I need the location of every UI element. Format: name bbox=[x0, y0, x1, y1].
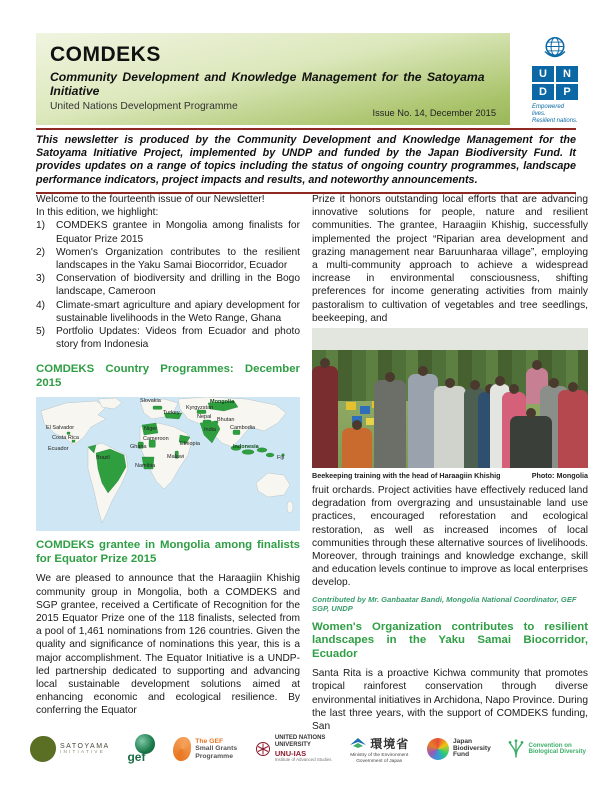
map-label-cambodia: Cambodia bbox=[230, 425, 256, 432]
cbd-line1: Convention on bbox=[528, 741, 572, 749]
welcome-line: Welcome to the fourteenth issue of our Newsletter! bbox=[36, 194, 265, 205]
list-item-text: Women's Organization contributes to the resilient landscapes in the Yaku Samai Biocorridor, Ecuador bbox=[56, 246, 300, 272]
list-item-number: 4) bbox=[36, 299, 46, 311]
map-label-ghana: Ghana bbox=[130, 444, 147, 451]
contributor-credit: Contributed by Mr. Ganbaatar Bandi, Mongolia National Coordinator, GEF SGP, UNDP bbox=[312, 594, 577, 613]
person-figure bbox=[434, 386, 466, 468]
issue-number: Issue No. 14, December 2015 bbox=[372, 108, 496, 118]
person-figure bbox=[312, 366, 338, 468]
sgp-line1: The GEF bbox=[195, 738, 224, 746]
undp-letter-u: U bbox=[532, 66, 554, 82]
map-section-heading: COMDEKS Country Programmes: December 2015 bbox=[36, 363, 300, 389]
map-label-namibia: Namibia bbox=[135, 463, 156, 470]
sgp-line2: Small Grants bbox=[195, 745, 238, 753]
map-label-ecuador: Ecuador bbox=[48, 446, 69, 453]
undp-tagline bbox=[532, 104, 578, 125]
jbf-logo bbox=[427, 738, 491, 760]
map-label-cameroon: Cameroon bbox=[143, 436, 169, 443]
cbd-logo bbox=[508, 739, 585, 759]
satoyama-label: SATOYAMA bbox=[60, 742, 110, 750]
unu-emblem-icon bbox=[255, 741, 271, 757]
list-item-number: 3) bbox=[36, 273, 46, 285]
beehive bbox=[346, 402, 356, 410]
intro-note bbox=[36, 128, 576, 194]
cbd-line2: Biological Diversity bbox=[528, 748, 586, 755]
moej-japanese-label: 環境省 bbox=[370, 736, 410, 751]
list-item bbox=[36, 299, 300, 325]
list-item-text: Conservation of biodiversity and drilling in the Bogo landscape, Cameroon bbox=[56, 273, 300, 298]
jbf-line3: Fund bbox=[453, 751, 470, 759]
list-item-text: Climate-smart agriculture and apiary development for sustainable livelihoods in the Weto Range, Ghana bbox=[56, 299, 300, 324]
moej-ministry-label: Ministry of the Environment bbox=[350, 752, 409, 758]
moej-logo bbox=[349, 735, 409, 764]
intro-text: This newsletter is produced by the Community Development and Knowledge Management for the Satoyama Initiative Project, implemented by UNDP and funded by the Japan Biodiversity Fund. It provides updates on a range of topics including the status of ongoing country programmes, landscape performance indicators, project impacts and results, and noteworthy announcements. bbox=[36, 134, 576, 186]
unu-institute-label: Institute of Advanced Studies bbox=[274, 756, 332, 762]
grantee-paragraph: We are pleased to announce that the Haraagiin Khishig community group in Mongolia, both a COMDEKS and SGP grantee, received a Certificate of Recognition for the 2015 Equator Prize one of the 118 finalists, selected from a pool of 1,461 nominations from 126 countries. Given the quality and significance of nominations this year, this is a major accomplishment. The Equator Initiative is a UNDP-led partnership dedicated to supporting and advancing local sustainable development solutions aimed at enhancing economic and ecological resilience. By conferring the Equator bbox=[36, 573, 300, 717]
map-label-indonesia: Indonesia bbox=[233, 444, 259, 451]
footer-logo-strip bbox=[30, 724, 586, 774]
moej-bird-icon bbox=[349, 736, 367, 750]
left-column bbox=[36, 193, 300, 733]
undp-letter-p: P bbox=[556, 84, 578, 100]
undp-tagline-line1: Empowered lives. bbox=[532, 104, 565, 117]
gef-label: gef bbox=[127, 750, 146, 764]
map-label-fiji: Fiji bbox=[277, 455, 285, 462]
undp-logo bbox=[532, 34, 578, 125]
list-item-text: Portfolio Updates: Videos from Ecuador and photo story from Indonesia bbox=[56, 326, 300, 351]
page-title: COMDEKS bbox=[50, 43, 161, 66]
map-label-india: India bbox=[204, 427, 216, 434]
world-map bbox=[36, 397, 300, 531]
map-label-el-salvador: El Salvador bbox=[46, 425, 75, 432]
sgp-swirl-icon bbox=[173, 737, 191, 761]
beehive bbox=[360, 406, 370, 414]
unu-line1: UNITED NATIONS bbox=[274, 735, 326, 742]
santa-rita-paragraph: Santa Rita is a proactive Kichwa community that promotes tropical rainforest conservation through diverse environmental initiatives in Archidona, Napo Province. During the last three years, with the support of COMDEKS funding, San bbox=[312, 668, 588, 732]
grantee-heading: COMDEKS grantee in Mongolia among finalists for Equator Prize 2015 bbox=[36, 539, 300, 565]
person-figure bbox=[374, 380, 406, 468]
cbd-sprout-icon bbox=[508, 739, 524, 759]
sgp-logo bbox=[173, 737, 237, 761]
beekeeping-photo bbox=[312, 328, 588, 468]
map-label-costa-rica: Costa Rica bbox=[52, 435, 79, 442]
list-item-text: COMDEKS grantee in Mongolia among finalists for Equator Prize 2015 bbox=[56, 220, 300, 245]
body-columns bbox=[36, 193, 588, 733]
page-subtitle: Community Development and Knowledge Management for the Satoyama Initiative bbox=[50, 70, 485, 98]
satoyama-icon bbox=[30, 736, 56, 762]
map-label-kyrgyzstan: Kyrgyzstan bbox=[186, 405, 214, 412]
sgp-line3: Programme bbox=[195, 752, 233, 760]
map-label-turkey: Turkey bbox=[163, 410, 180, 417]
women-heading: Women's Organization contributes to resilient landscapes in the Yaku Samai Biocorridor, Ecuador bbox=[312, 620, 588, 660]
list-item bbox=[36, 219, 300, 245]
undp-letter-d: D bbox=[532, 84, 554, 100]
jbf-line1: Japan bbox=[453, 737, 473, 745]
person-figure bbox=[342, 428, 372, 468]
undp-tagline-line2: Resilient nations. bbox=[532, 118, 578, 124]
list-item-number: 1) bbox=[36, 220, 46, 232]
map-label-brazil: Brazil bbox=[96, 455, 110, 462]
map-label-niger: Niger bbox=[144, 426, 158, 433]
gef-logo bbox=[127, 734, 155, 764]
list-item-number: 5) bbox=[36, 326, 46, 338]
person-figure bbox=[510, 416, 552, 468]
map-label-mongolia: Mongolia bbox=[210, 399, 235, 406]
jbf-mosaic-icon bbox=[427, 738, 449, 760]
map-label-nepal: Nepal bbox=[197, 414, 212, 421]
unu-line2: UNIVERSITY bbox=[274, 741, 311, 748]
map-label-bhutan: Bhutan bbox=[217, 417, 235, 424]
world-map-graphic bbox=[36, 397, 300, 531]
photo-caption-row bbox=[312, 471, 588, 480]
list-item bbox=[36, 325, 300, 351]
jbf-line2: Biodiversity bbox=[453, 744, 491, 752]
satoyama-logo bbox=[30, 736, 110, 762]
moej-government-label: Government of Japan bbox=[356, 758, 403, 764]
satoyama-sublabel: INITIATIVE bbox=[60, 749, 105, 755]
un-emblem-icon bbox=[540, 34, 570, 64]
map-label-ethiopia: Ethiopia bbox=[180, 441, 200, 448]
person-figure bbox=[558, 390, 588, 468]
unu-ias-label: UNU-IAS bbox=[274, 749, 307, 759]
organization-name: United Nations Development Programme bbox=[50, 101, 238, 112]
photo-credit: Photo: Mongolia bbox=[531, 471, 588, 481]
undp-letter-n: N bbox=[556, 66, 578, 82]
fruit-paragraph: fruit orchards. Project activities have effectively reduced land degradation from overgrazing and unsustainable land use practices, encouraged reforestation and ecological restoration, as well as increased incomes of local communities through these alternative sources of livelihoods. Moreover, through trainings and knowledge exchange, skill and education levels continue to improve as local enterprises develop. bbox=[312, 485, 588, 589]
map-label-malawi: Malawi bbox=[167, 454, 185, 461]
header-banner bbox=[36, 33, 510, 125]
right-column bbox=[312, 193, 588, 733]
list-item bbox=[36, 246, 300, 272]
undp-letters bbox=[532, 66, 578, 100]
list-item bbox=[36, 272, 300, 298]
list-item-number: 2) bbox=[36, 246, 46, 258]
map-label-slovakia: Slovakia bbox=[140, 398, 161, 405]
prize-paragraph: Prize it honors outstanding local efforts that are advancing innovative solutions for people, nature and resilient communities. The grantee, Haraagiin Khishig, successfully implemented the project “Riparian area development and grazing management near Baruunharaa village”, employing a multi-community approach to achieve a widespread increase in environmental consciousness, shifting preferences for income generating activities from mainly pastoralism to cultivation of vegetables and tree seedlings, beekeeping, and bbox=[312, 194, 588, 324]
highlight-intro: In this edition, we highlight: bbox=[36, 207, 159, 219]
photo-caption: Beekeeping training with the head of Haraagiin Khishig bbox=[312, 471, 501, 481]
unu-logo bbox=[255, 735, 332, 762]
